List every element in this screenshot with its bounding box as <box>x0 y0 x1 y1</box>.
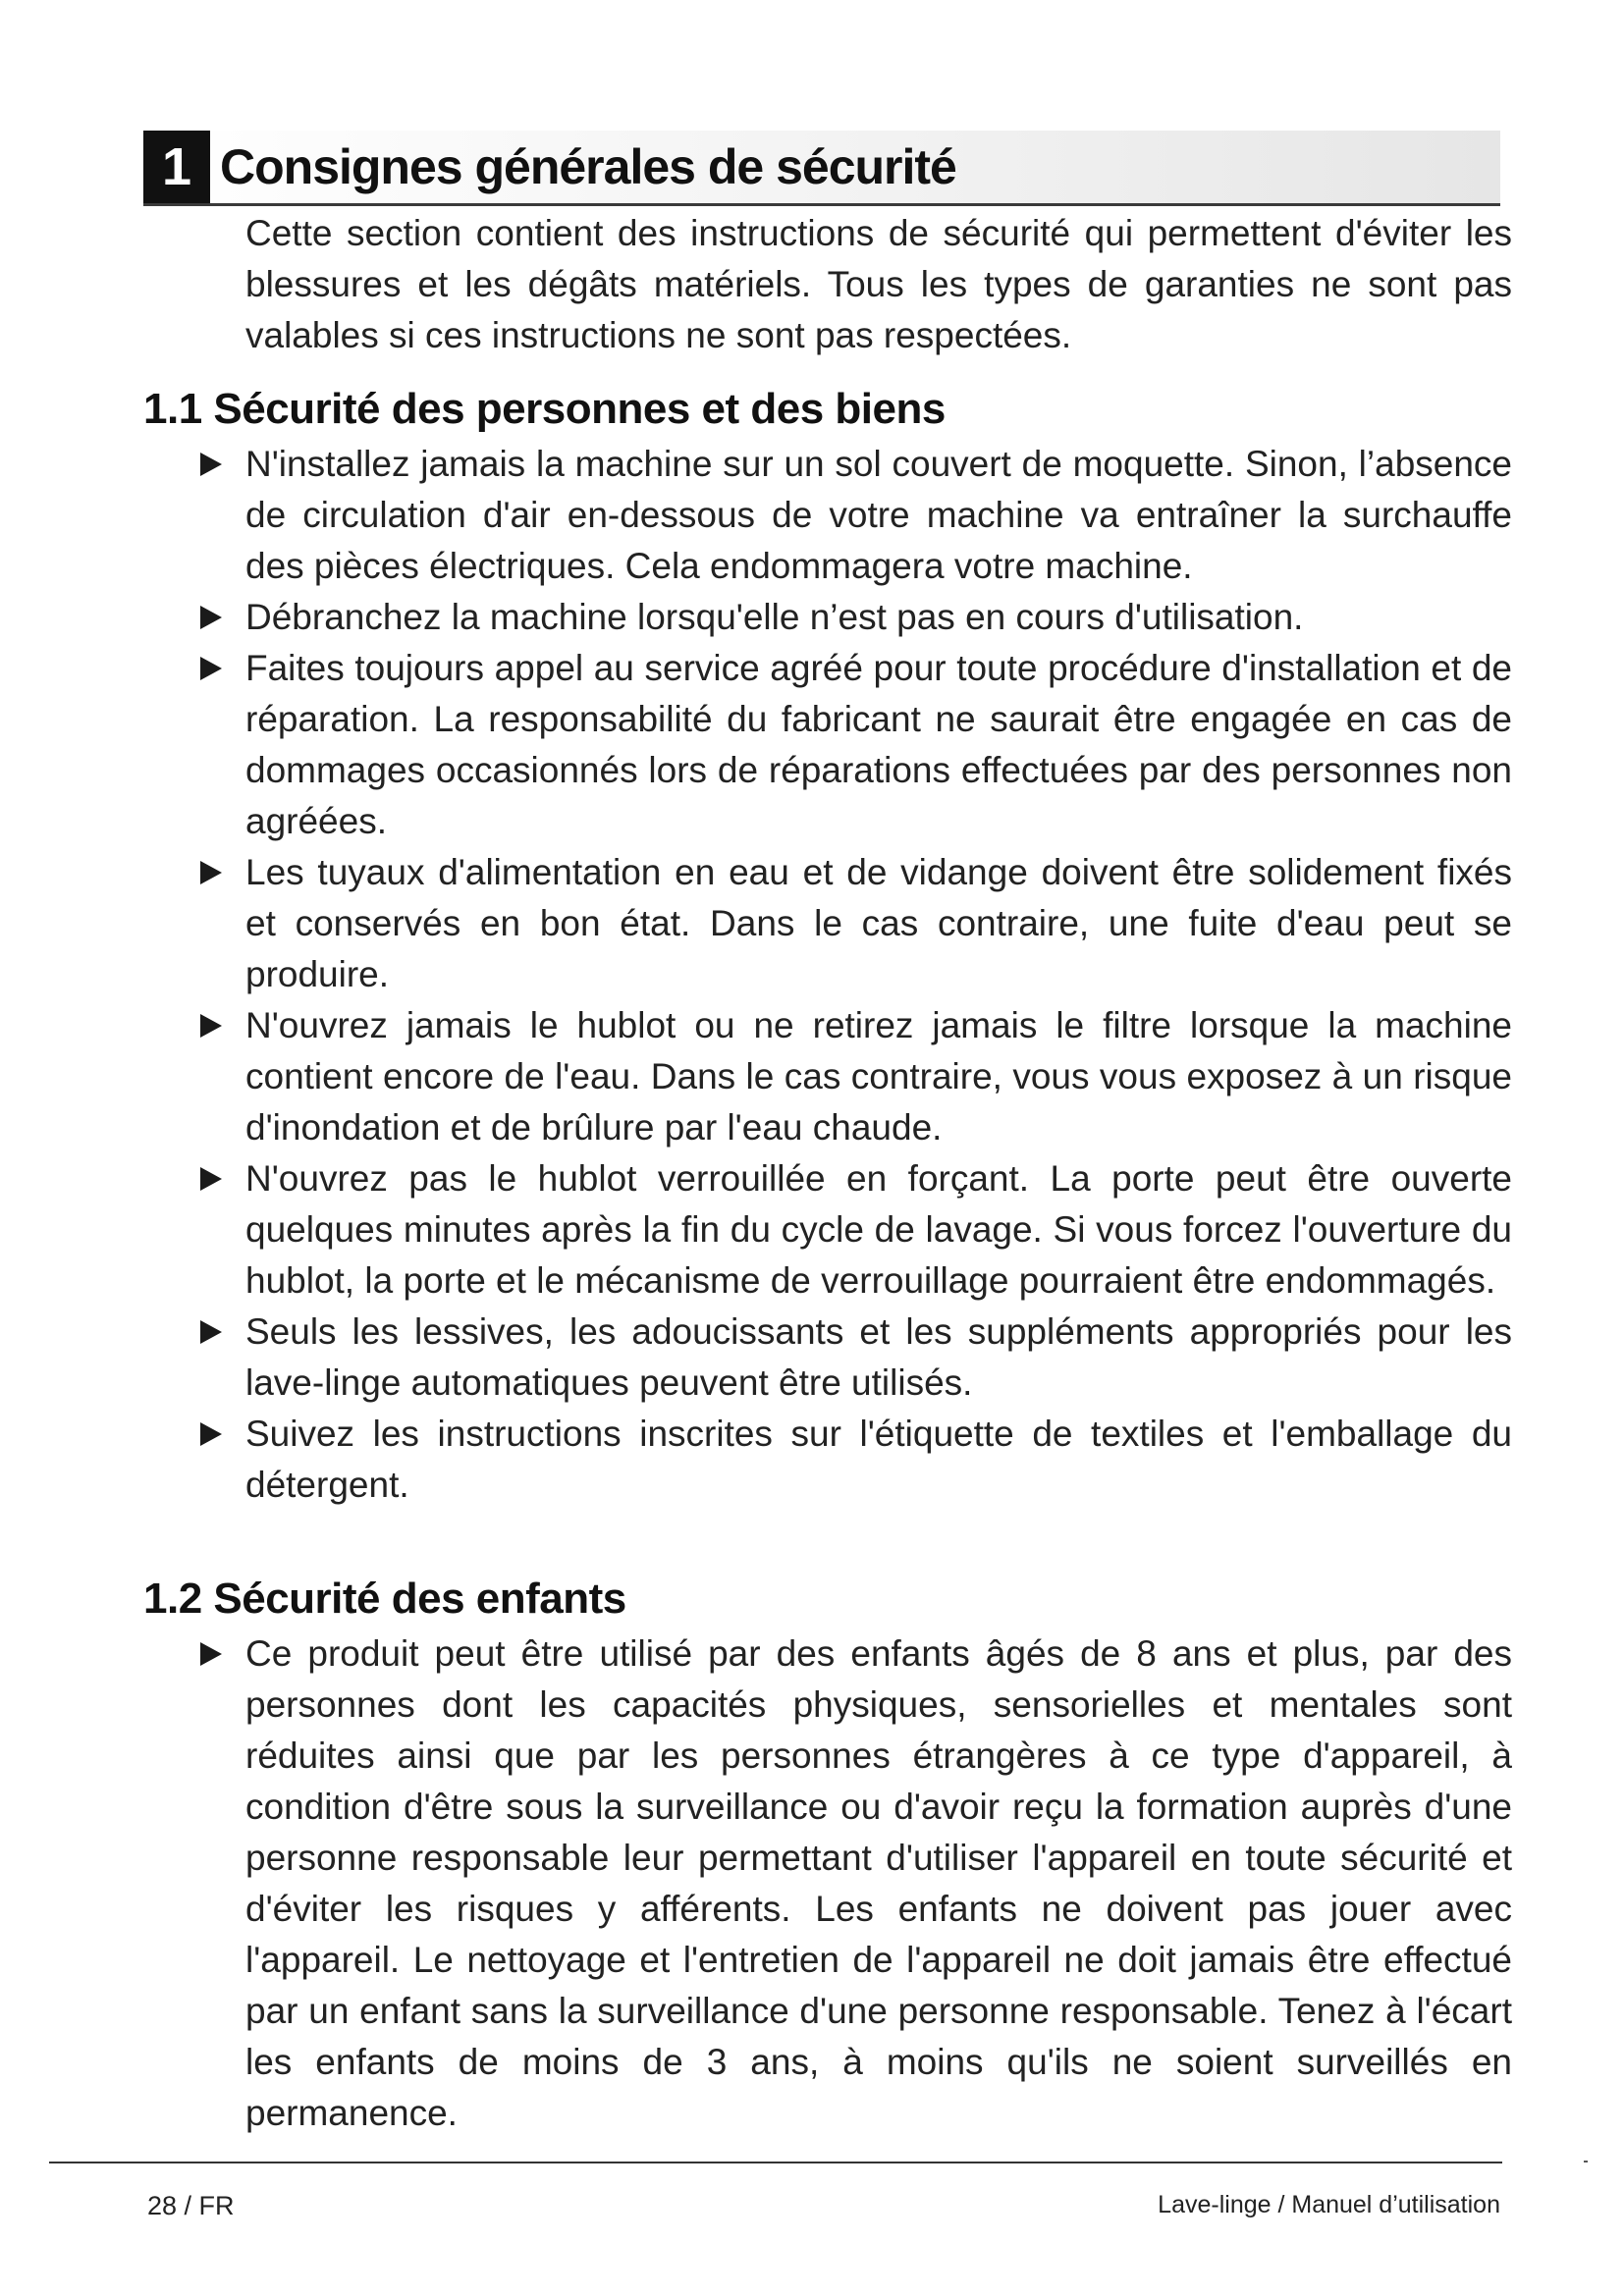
list-item <box>194 1629 1512 2139</box>
list-item <box>194 1409 1512 1511</box>
document-title: Lave-linge / Manuel d’utilisation <box>1158 2191 1500 2218</box>
list-item <box>194 643 1512 847</box>
intro-paragraph: Cette section contient des instructions de sécurité qui permettent d'éviter les blessures et les dégâts matériels. Tous les types de garanties ne sont pas valables si ces instructions ne sont pas respectées. <box>245 213 1512 355</box>
chapter-title: Consignes générales de sécurité <box>220 139 956 194</box>
bullet-triangle-icon <box>200 861 222 884</box>
bullet-triangle-icon <box>200 1642 222 1666</box>
bullet-text: Débranchez la machine lorsqu'elle n’est pas en cours d'utilisation. <box>245 597 1304 637</box>
bullet-triangle-icon <box>200 1422 222 1446</box>
bullet-list-enfants <box>194 1629 1512 2139</box>
list-item <box>194 1153 1512 1307</box>
bullet-triangle-icon <box>200 657 222 680</box>
section-title-personnes-biens: 1.1 Sécurité des personnes et des biens <box>143 385 946 433</box>
bullet-triangle-icon <box>200 606 222 629</box>
list-item <box>194 1307 1512 1409</box>
bullet-triangle-icon <box>200 1167 222 1191</box>
bullet-triangle-icon <box>200 453 222 476</box>
page-number: 28 / FR <box>147 2191 235 2220</box>
bullet-text: Suivez les instructions inscrites sur l'étiquette de textiles et l'emballage du détergent. <box>245 1414 1512 1505</box>
bullet-text: Les tuyaux d'alimentation en eau et de vidange doivent être solidement fixés et conservés en bon état. Dans le cas contraire, une fuite d'eau peut se produire. <box>245 852 1512 994</box>
chapter-number: 1 <box>143 131 210 203</box>
list-item <box>194 847 1512 1000</box>
bullet-triangle-icon <box>200 1014 222 1038</box>
list-item <box>194 1000 1512 1153</box>
bullet-text: Faites toujours appel au service agréé pour toute procédure d'installation et de réparation. La responsabilité du fabricant ne saurait être engagée en cas de dommages occasionnés lors de réparations effectuées par des personnes non agréées. <box>245 648 1512 841</box>
bullet-text: Seuls les lessives, les adoucissants et les suppléments appropriés pour les lave-linge automatiques peuvent être utilisés. <box>245 1311 1512 1403</box>
list-item <box>194 439 1512 592</box>
bullet-text: N'installez jamais la machine sur un sol couvert de moquette. Sinon, l’absence de circulation d'air en-dessous de votre machine va entraîner la surchauffe des pièces électriques. Cela endommagera votre machine. <box>245 444 1512 586</box>
section-title-enfants: 1.2 Sécurité des enfants <box>143 1575 626 1623</box>
bullet-list-personnes-biens <box>194 439 1512 1511</box>
bullet-text: N'ouvrez jamais le hublot ou ne retirez jamais le filtre lorsque la machine contient encore de l'eau. Dans le cas contraire, vous vous exposez à un risque d'inondation et de brûlure par l'eau chaude. <box>245 1005 1512 1148</box>
bullet-text: Ce produit peut être utilisé par des enfants âgés de 8 ans et plus, par des personnes dont les capacités physiques, sensorielles et mentales sont réduites ainsi que par les personnes étrangères à ce type d'appareil, à condition d'être sous la surveillance ou d'avoir reçu la formation auprès d'une personne responsable leur permettant d'utiliser l'appareil en toute sécurité et d'éviter les risques y afférents. Les enfants ne doivent pas jouer avec l'appareil. Le nettoyage et l'entretien de l'appareil ne doit jamais être effectué par un enfant sans la surveillance d'une personne responsable. Tenez à l'écart les enfants de moins de 3 ans, à moins qu'ils ne soient surveillés en permanence. <box>245 1633 1512 2133</box>
chapter-header <box>143 131 1500 206</box>
corner-mark <box>1584 2161 1588 2163</box>
bullet-text: N'ouvrez pas le hublot verrouillée en forçant. La porte peut être ouverte quelques minutes après la fin du cycle de lavage. Si vous forcez l'ouverture du hublot, la porte et le mécanisme de verrouillage pourraient être endommagés. <box>245 1158 1512 1301</box>
footer-divider <box>49 2162 1502 2163</box>
bullet-triangle-icon <box>200 1320 222 1344</box>
list-item <box>194 592 1512 643</box>
